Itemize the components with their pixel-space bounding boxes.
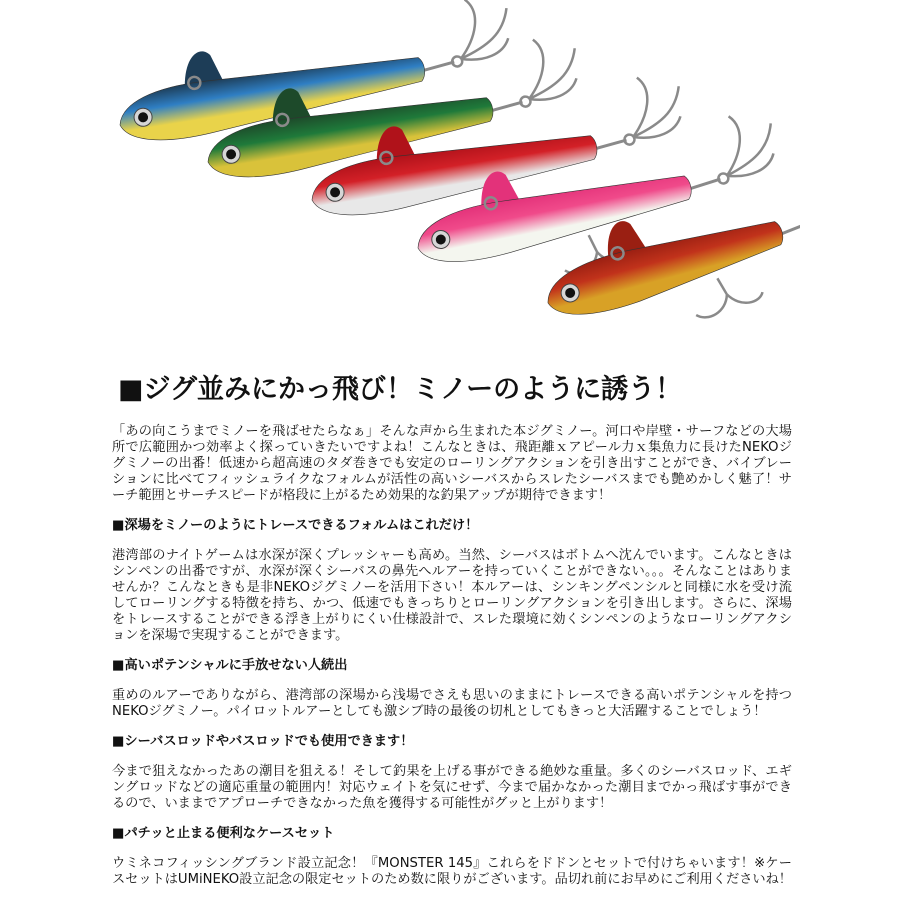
section-deep-trace xyxy=(112,518,792,644)
section-rod-compat xyxy=(112,734,792,812)
section-heading: ■深場をミノーのようにトレースできるフォルムはこれだけ！ xyxy=(112,518,479,533)
section-heading: ■パチッと止まる便利なケースセット xyxy=(112,826,335,841)
section-case-set xyxy=(112,826,792,888)
section-body: 港湾部のナイトゲームは水深が深くプレッシャーも高め。当然、シーバスはボトムへ沈んでいます。こんなときはシンペンの出番ですが、水深が深くシーバスの鼻先へルアーを持っていくことができない。。。そんなことはありませんか？こんなときも是非NEKOジグミノーを活用下さい！本ルアーは、シンキングペンシルと同様に水を受け流してローリングする特徴を持ち、かつ、低速でもきっちりとローリングアクションを引き出します。さらに、深場をトレースすることができる浮き上がりにくい仕様設計で、スレた環境に効くシンペンのようなローリングアクションを深場で実現することができます。 xyxy=(112,548,792,643)
section-heading: ■高いポテンシャルに手放せない人続出 xyxy=(112,658,348,673)
product-photo-lures xyxy=(100,0,800,370)
section-heading: ■シーバスロッドやバスロッドでも使用できます！ xyxy=(112,734,414,749)
section-body: 重めのルアーでありながら、港湾部の深場から浅場でさえも思いのままにトレースできる高いポテンシャルを持つNEKOジグミノー。パイロットルアーとしても激シブ時の最後の切札としてもきっと大活躍することでしょう！ xyxy=(112,688,792,719)
section-potential xyxy=(112,658,792,720)
section-body: ウミネコフィッシングブランド設立記念！『MONSTER 145』これらをドドンとセットで付けちゃいます！※ケースセットはUMiNEKO設立記念の限定セットのため数に限りがございます。品切れ前にお早めにご利用くださいね！ xyxy=(112,856,792,887)
intro-paragraph: 「あの向こうまでミノーを飛ばせたらなぁ」そんな声から生まれた本ジグミノー。河口や岸壁・サーフなどの大場所で広範囲かつ効率よく探っていきたいですよね！こんなときは、飛距離ｘアピール力ｘ集魚力に長けたNEKOジグミノーの出番！低速から超高速のタダ巻きでも安定のローリングアクションを引き出すことができ、バイブレーションに比べてフィッシュライクなフォルムが活性の高いシーバスからスレたシーバスまでも艶めかしく魅了！サーチ範囲とサーチスピードが格段に上がるため効果的な釣果アップが期待できます！ xyxy=(112,424,792,503)
section-body: 今まで狙えなかったあの潮目を狙える！そして釣果を上げる事ができる絶妙な重量。多くのシーバスロッド、エギングロッドなどの適応重量の範囲内！対応ウェイトを気にせず、今まで届かなかった潮目までかっ飛ばす事ができるので、いままでアプローチできなかった魚を獲得する可能性がグッと上がります！ xyxy=(112,764,792,811)
product-description xyxy=(112,360,792,888)
main-heading: ■ジグ並みにかっ飛び！ミノーのように誘う！ xyxy=(118,374,683,405)
